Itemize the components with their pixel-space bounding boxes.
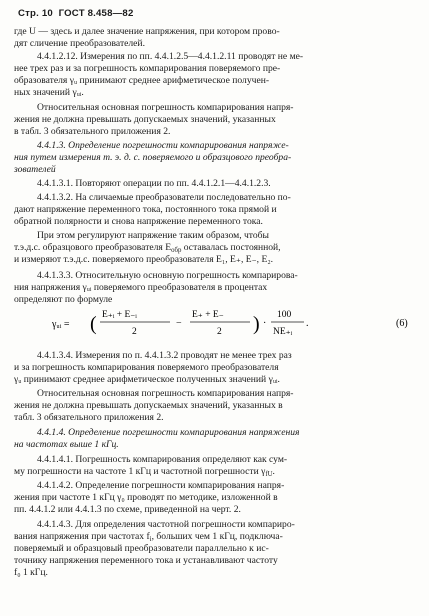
text-line: и измеряют т.э.д.с. поверяемого преобразователя E₁, E₊, E₋, E₂.	[14, 254, 274, 265]
page-header	[18, 8, 134, 19]
section-heading-line: на частотах выше 1 кГц.	[14, 439, 119, 450]
text-line: му погрешности на частоте 1 кГц и частотной погрешности $\gamma_{fU}$.	[14, 466, 275, 478]
text-line: вания напряжения при частотах $f_i$, больших чем 1 кГц, подключа-	[14, 531, 283, 543]
page-number: Стр. 10	[18, 8, 53, 19]
text-line: поверяемый и образцовый преобразователи параллельно к ис-	[14, 543, 269, 554]
text-line: 4.4.1.3.3. Относительную основную погрешность компарирова-	[37, 270, 298, 281]
text-line: Относительная основная погрешность компарирования напря-	[37, 102, 294, 113]
formula-den2: 2	[217, 327, 222, 337]
text-line: 4.4.1.3.4. Измерения по п. 4.4.1.3.2 проводят не менее трех раз	[37, 350, 292, 361]
text-line: жения не должна превышать допускаемых значений, указанных	[14, 114, 276, 125]
text-line: пп. 4.4.1.2 или 4.4.1.3 по схеме, приведенной на черт. 2.	[14, 504, 241, 515]
text-line: жения не должна превышать допускаемых значений, указанных в	[14, 400, 283, 411]
text-line: т.э.д.с. образцового преобразователя $E_{обр}$ оставалась постоянной,	[14, 242, 281, 254]
text-line: дят сличение преобразователей.	[14, 38, 145, 49]
text-line: ных значений γᵤᵢ.	[14, 87, 84, 98]
formula-period: .	[306, 318, 309, 329]
text-line: ния напряжения γᵤᵢ поверяемого преобразователя в процентах	[14, 282, 268, 293]
text-line: точнику напряжения переменного тока и устанавливают частоту	[14, 555, 278, 566]
formula-num1: E₊ᵢ + E₋ᵢ	[102, 310, 137, 320]
text-line: жения при частоте 1 кГц γ₀ проводят по методике, изложенной в	[14, 492, 278, 503]
text-line: 4.4.1.3.1. Повторяют операции по пп. 4.4.1.2.1—4.4.1.2.3.	[37, 178, 271, 189]
text-line: дают напряжение переменного тока, постоянного тока прямой и	[14, 204, 277, 215]
text-line: f₀ 1 кГц.	[14, 567, 48, 578]
formula-lhs: γᵤᵢ =	[52, 319, 70, 330]
text-line: γᵤ принимают среднее арифметическое полученных значений γᵤᵢ.	[14, 374, 280, 385]
section-heading-line: 4.4.1.4. Определение погрешности компарирования напряжения	[37, 427, 300, 438]
text-line: Относительная основная погрешность компарирования напря-	[37, 388, 294, 399]
formula-graphic	[52, 306, 408, 342]
formula-num3: 100	[277, 310, 292, 320]
section-heading-line: 4.4.1.3. Определение погрешности компарирования напряже-	[37, 140, 289, 151]
formula-den1: 2	[132, 327, 137, 337]
text-line: где U — здесь и далее значение напряжения, при котором прово-	[14, 26, 280, 37]
text-line: 4.4.1.3.2. На сличаемые преобразователи последовательно по-	[37, 192, 291, 203]
section-heading-line: зователей	[14, 164, 56, 175]
formula-6	[52, 306, 428, 340]
text-line: При этом регулируют напряжение таким образом, чтобы	[37, 230, 270, 241]
text-line: табл. 3 обязательного приложения 2.	[14, 412, 164, 423]
text-line: обратной полярности и снова напряжение переменного тока.	[14, 216, 263, 227]
text-line: 4.4.1.2.12. Измерения по пп. 4.4.1.2.5—4.4.1.2.11 проводят не ме-	[37, 51, 304, 62]
text-line: и за погрешность компарирования поверяемого преобразователя	[14, 362, 279, 373]
text-line: 4.4.1.4.3. Для определения частотной погрешности компариро-	[37, 519, 295, 530]
formula-lparen: (	[90, 313, 97, 335]
formula-dot: ·	[263, 318, 267, 329]
text-line: в табл. 3 обязательного приложения 2.	[14, 126, 171, 137]
standard-code: ГОСТ 8.458—82	[58, 8, 134, 19]
text-line: 4.4.1.4.2. Определение погрешности компарирования напря-	[37, 480, 285, 491]
equation-number: (6)	[396, 318, 408, 329]
section-heading-line: ния путем измерения т. э. д. с. поверяемого и образцового преобра-	[14, 152, 292, 163]
formula-den3: NE₊ᵢ	[273, 327, 293, 337]
formula-num2: E₊ + E₋	[192, 310, 224, 320]
text-line: образователя γᵤ принимают среднее арифметическое получен-	[14, 75, 270, 86]
formula-minus: −	[176, 318, 182, 329]
formula-rparen: )	[253, 313, 260, 335]
text-line: 4.4.1.4.1. Погрешность компарирования определяют как сум-	[37, 454, 288, 465]
text-line: нее трех раз и за погрешность компарирования поверяемого пре-	[14, 63, 281, 74]
text-line: определяют по формуле	[14, 294, 113, 305]
